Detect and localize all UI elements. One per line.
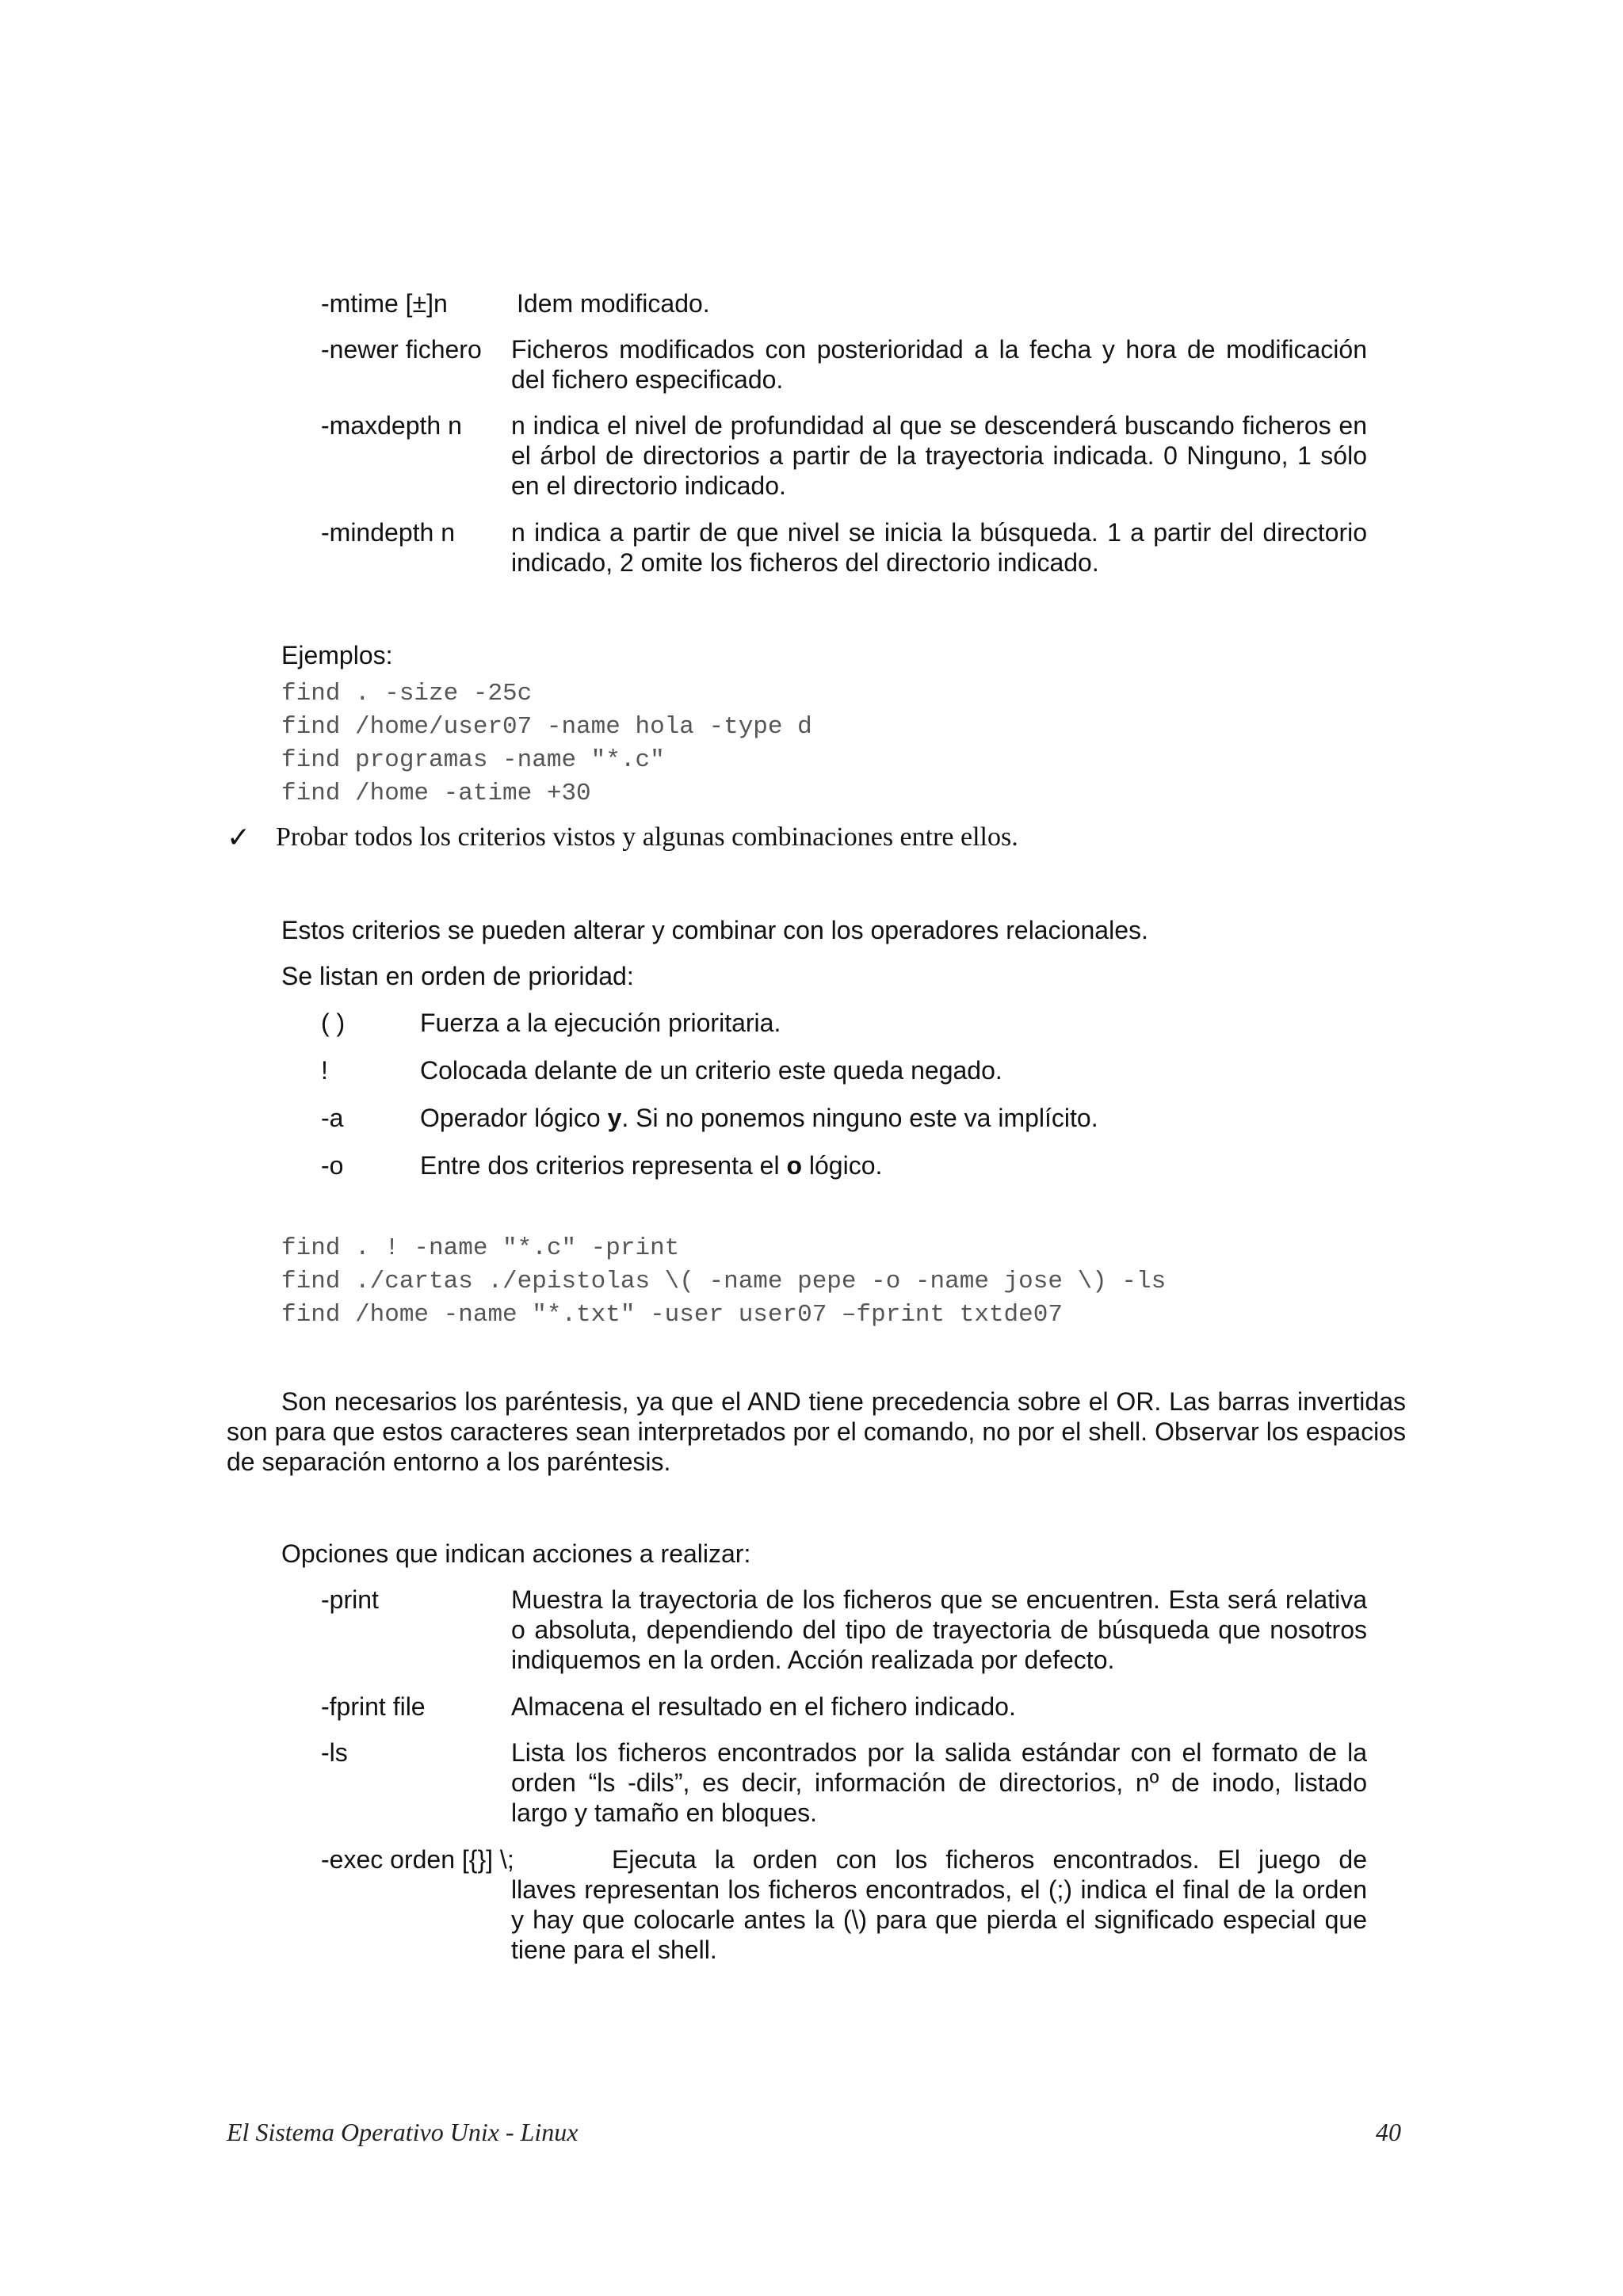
action-desc-exec-first-line: Ejecuta la orden con los ficheros encontrados. El juego de	[612, 1845, 1367, 1874]
action-term-exec: -exec orden [{}] \;	[321, 1845, 514, 1874]
example-line: find /home -atime +30	[281, 780, 591, 807]
example-line: find . -size -25c	[281, 680, 533, 707]
operator-desc: Entre dos criterios representa el o lógico.	[420, 1151, 883, 1180]
option-term-newer: -newer fichero	[321, 335, 482, 364]
example-line: find programas -name "*.c"	[281, 746, 665, 774]
action-desc-ls: Lista los ficheros encontrados por la salida estándar con el formato de la orden “ls -dils”, es decir, información de directorios, nº de inodo, listado largo y tamaño en bloques.	[511, 1738, 1367, 1827]
operator-symbol: -a	[321, 1104, 344, 1132]
operator-symbol: ( )	[321, 1009, 346, 1037]
operator-desc: Colocada delante de un criterio este queda negado.	[420, 1056, 1002, 1085]
action-desc-print: Muestra la trayectoria de los ficheros que se encuentren. Esta será relativa o absoluta, dependiendo del tipo de trayectoria de búsqueda que nosotros indiquemos en la orden. Acción realizada por defecto.	[511, 1585, 1367, 1674]
actions-label: Opciones que indican acciones a realizar:	[281, 1539, 751, 1568]
action-term-fprint: -fprint file	[321, 1692, 426, 1721]
check-icon: ✓	[227, 821, 251, 853]
option-term-mindepth: -mindepth n	[321, 518, 455, 547]
page-number: 40	[1376, 2118, 1401, 2146]
action-term-ls: -ls	[321, 1738, 348, 1767]
option-desc-newer: Ficheros modificados con posterioridad a la fecha y hora de modificación del fichero especificado.	[511, 335, 1367, 394]
option-term-mtime: -mtime [±]n	[321, 289, 448, 318]
operator-desc: Fuerza a la ejecución prioritaria.	[420, 1009, 781, 1037]
check-item-text: Probar todos los criterios vistos y algunas combinaciones entre ellos.	[276, 822, 1018, 852]
action-desc-exec: llaves representan los ficheros encontrados, el (;) indica el final de la orden y hay que colocarle antes la (\) para que pierda el significado especial que tiene para el shell.	[511, 1875, 1367, 1964]
operator-desc: Operador lógico y. Si no ponemos ninguno este va implícito.	[420, 1104, 1098, 1132]
operator-symbol: !	[321, 1056, 328, 1085]
option-term-maxdepth: -maxdepth n	[321, 411, 462, 440]
action-desc-fprint: Almacena el resultado en el fichero indicado.	[511, 1692, 1016, 1721]
option-desc-mtime: Idem modificado.	[517, 289, 710, 318]
action-term-print: -print	[321, 1585, 379, 1614]
option-desc-mindepth: n indica a partir de que nivel se inicia la búsqueda. 1 a partir del directorio indicado, 2 omite los ficheros del directorio indicado.	[511, 518, 1367, 577]
example-line: find /home/user07 -name hola -type d	[281, 713, 812, 741]
paren-note-paragraph: Son necesarios los paréntesis, ya que el AND tiene precedencia sobre el OR. Las barras invertidas son para que estos caracteres sean interpretados por el comando, no por el shell. Observar los espacios de separación entorno a los paréntesis.	[227, 1387, 1406, 1476]
operator-example-line: find /home -name "*.txt" -user user07 –fprint txtde07	[281, 1301, 1063, 1329]
option-desc-maxdepth: n indica el nivel de profundidad al que se descenderá buscando ficheros en el árbol de directorios a partir de la trayectoria indicada. 0 Ninguno, 1 sólo en el directorio indicado.	[511, 411, 1367, 500]
operator-example-line: find . ! -name "*.c" -print	[281, 1234, 680, 1262]
operator-example-line: find ./cartas ./epistolas \( -name pepe -o -name jose \) -ls	[281, 1268, 1167, 1295]
operators-intro-priority: Se listan en orden de prioridad:	[281, 962, 634, 990]
operators-intro: Estos criterios se pueden alterar y combinar con los operadores relacionales.	[281, 916, 1148, 944]
operator-symbol: -o	[321, 1151, 344, 1180]
footer-title: El Sistema Operativo Unix - Linux	[227, 2118, 579, 2146]
examples-label: Ejemplos:	[281, 641, 393, 669]
